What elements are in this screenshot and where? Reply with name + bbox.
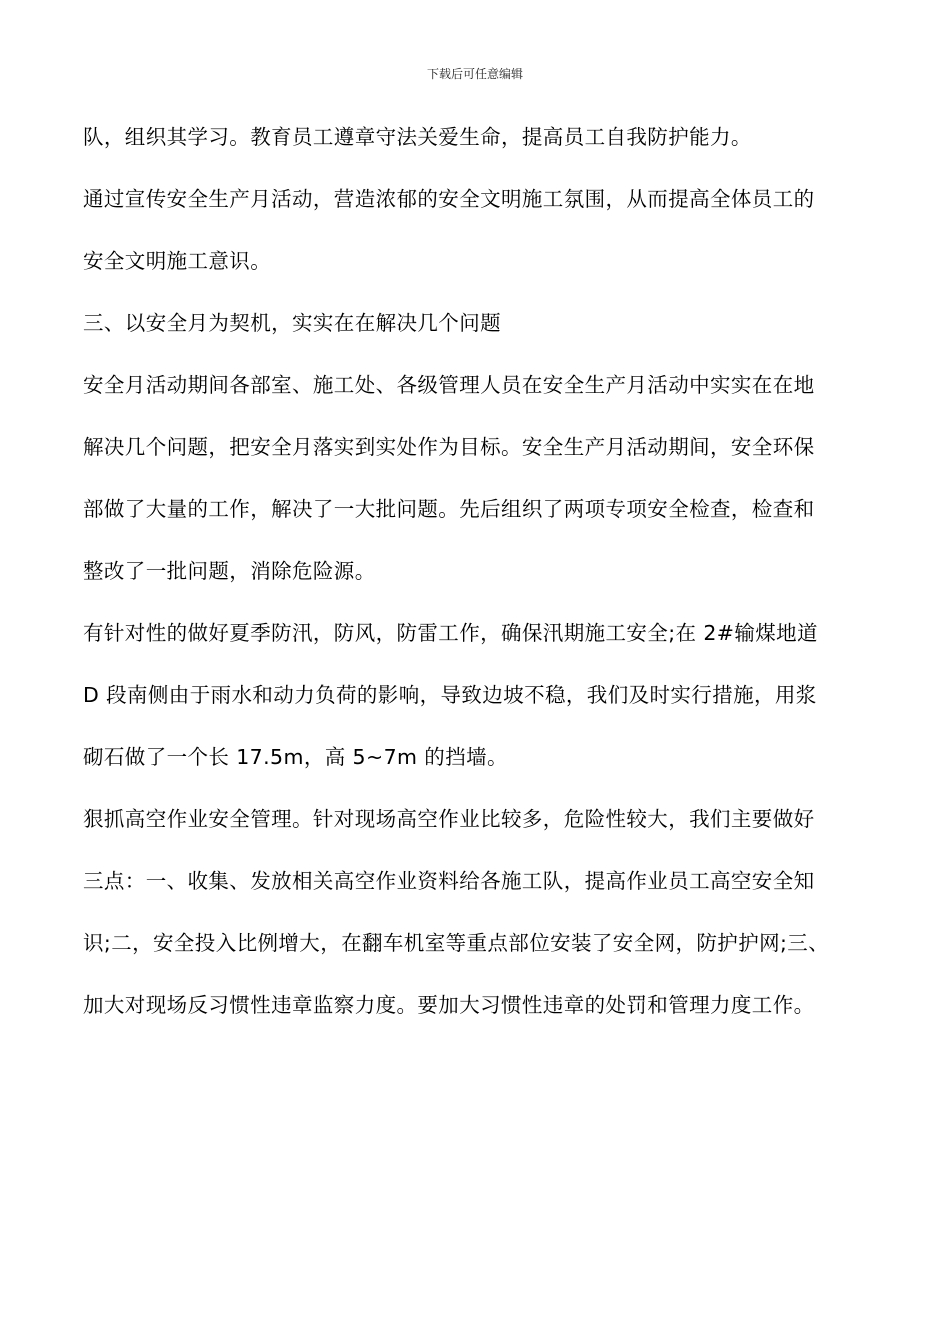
text-line: 识;二，安全投入比例增大，在翻车机室等重点部位安装了安全网，防护护网;三、 — [83, 931, 830, 955]
text-line: 三点：一、收集、发放相关高空作业资料给各施工队，提高作业员工高空安全知 — [83, 869, 815, 893]
page-header: 下载后可任意编辑 — [426, 67, 523, 81]
text-line: 安全月活动期间各部室、施工处、各级管理人员在安全生产月活动中实实在在地 — [83, 373, 815, 397]
text-line: 队，组织其学习。教育员工遵章守法关爱生命，提高员工自我防护能力。 — [83, 125, 752, 149]
text-line: 砌石做了一个长 17.5m，高 5~7m 的挡墙。 — [83, 745, 508, 769]
text-line: 安全文明施工意识。 — [83, 249, 272, 273]
section-heading: 三、以安全月为契机，实实在在解决几个问题 — [83, 311, 501, 335]
text-line: 整改了一批问题，消除危险源。 — [83, 559, 376, 583]
text-line: 狠抓高空作业安全管理。针对现场高空作业比较多，危险性较大，我们主要做好 — [83, 807, 815, 831]
text-line: 通过宣传安全生产月活动，营造浓郁的安全文明施工氛围，从而提高全体员工的 — [83, 187, 815, 211]
document-body — [83, 117, 903, 1047]
text-line: D 段南侧由于雨水和动力负荷的影响，导致边坡不稳，我们及时实行措施，用浆 — [83, 683, 817, 707]
text-line: 解决几个问题，把安全月落实到实处作为目标。安全生产月活动期间，安全环保 — [83, 435, 815, 459]
text-line: 部做了大量的工作，解决了一大批问题。先后组织了两项专项安全检查，检查和 — [83, 497, 815, 521]
text-line: 加大对现场反习惯性违章监察力度。要加大习惯性违章的处罚和管理力度工作。 — [83, 993, 815, 1017]
text-line: 有针对性的做好夏季防汛，防风，防雷工作，确保汛期施工安全;在 2#输煤地道 — [83, 621, 818, 645]
